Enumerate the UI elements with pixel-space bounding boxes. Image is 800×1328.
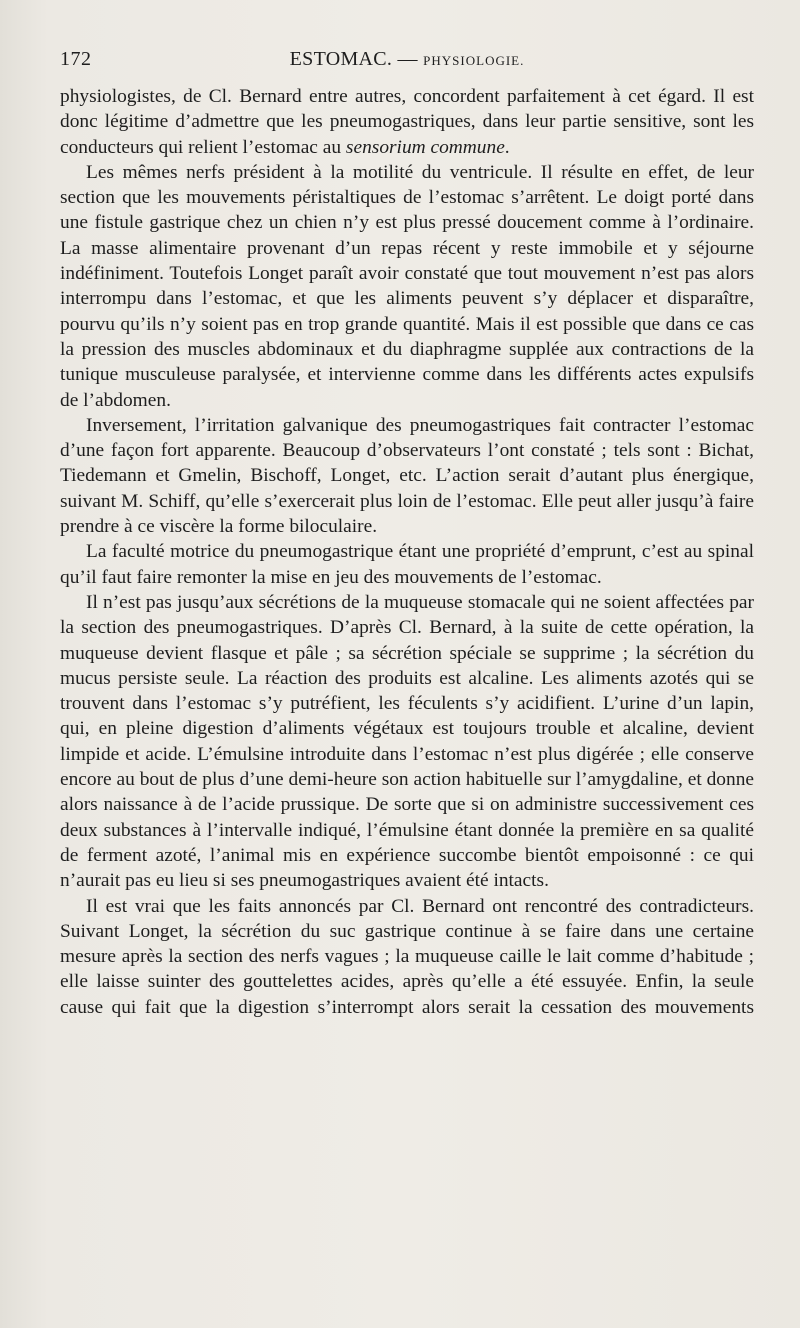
paragraph-2: Les mêmes nerfs président à la motilité du ventricule. Il résulte en effet, de leur section que les mouvements péristaltiques de l’estomac s’arrêtent. Le doigt porté dans une fistule gastrique chez un chien n’y est plus pressé doucement comme à l’ordinaire. La masse alimentaire provenant d’un repas récent y reste immobile et y séjourne indéfiniment. Toutefois Longet paraît avoir constaté que tout mouvement n’est pas alors interrompu dans l’estomac, et que les aliments peuvent s’y déplacer et disparaître, pourvu qu’ils n’y soient pas en trop grande quantité. Mais il est possible que dans ce cas la pression des muscles abdominaux et du diaphragme supplée aux contractions de la tunique musculeuse paralysée, et intervienne comme dans les différents actes expulsifs de l’abdomen. <box>60 161 754 411</box>
paragraph-1-text: physiologistes, de Cl. Bernard entre autres, concordent parfaitement à cet égard. Il est donc légitime d’admettre que les pneumogastriques, dans leur partie sensitive, sont les conducteurs qui relient l’estomac au <box>60 86 754 158</box>
paragraph-1-end: . <box>504 136 510 158</box>
page-header <box>60 44 754 74</box>
paragraph-5: Il n’est pas jusqu’aux sécrétions de la muqueuse stomacale qui ne soient affectées par la section des pneumogastriques. D’après Cl. Bernard, à la suite de cette opération, la muqueuse devient flasque et pâle ; sa sécrétion spéciale se supprime ; la sécrétion du mucus persiste seule. La réaction des produits est alcaline. Les aliments azotés qui se trouvent dans l’estomac s’y putréfient, les féculents s’y acidifient. L’urine d’un lapin, qui, en pleine digestion d’aliments végétaux est toujours trouble et alcaline, devient limpide et acide. L’émulsine introduite dans l’estomac n’est plus digérée ; elle conserve encore au bout de plus d’une demi-heure son action habituelle sur l’amygdaline, et donne alors naissance à de l’acide prussique. De sorte que si on administre successivement ces deux substances à l’intervalle indiqué, l’émulsine étant donnée la première en sa qualité de ferment azoté, l’animal mis en expérience succombe bientôt empoisonné : ce qui n’aurait pas eu lieu si ses pneumogastriques avaient été intacts. <box>60 591 754 892</box>
paragraph-6: Il est vrai que les faits annoncés par Cl. Bernard ont rencontré des contradicteurs. Suivant Longet, la sécrétion du suc gastrique continue à se faire dans une certaine mesure après la section des nerfs vagues ; la muqueuse caille le lait comme d’habitude ; elle laisse suinter des gouttelettes acides, après qu’elle a été essuyée. Enfin, la seule cause qui fait que la digestion s’interrompt alors serait la cessation des mouvements <box>60 895 754 1018</box>
paragraph-3: Inversement, l’irritation galvanique des pneumogastriques fait contracter l’estomac d’une façon fort apparente. Beaucoup d’observateurs l’ont constaté ; tels sont : Bichat, Tiedemann et Gmelin, Bischoff, Longet, etc. L’action serait d’autant plus énergique, suivant M. Schiff, qu’elle s’exercerait plus loin de l’estomac. Elle peut aller jusqu’à faire prendre à ce viscère la forme biloculaire. <box>60 414 754 538</box>
page-number: 172 <box>60 48 92 70</box>
body-text <box>60 84 754 1020</box>
running-title-subtitle: PHYSIOLOGIE. <box>423 53 525 68</box>
paragraph-1-italic: sensorium commune <box>345 136 505 158</box>
paragraph-4: La faculté motrice du pneumogastrique étant une propriété d’emprunt, c’est au spinal qu’il faut faire remonter la mise en jeu des mouvements de l’estomac. <box>60 541 754 588</box>
running-title-main: ESTOMAC. <box>289 48 393 70</box>
running-title-dash: — <box>397 48 418 70</box>
paragraph-1 <box>60 84 754 160</box>
running-title <box>60 44 754 76</box>
